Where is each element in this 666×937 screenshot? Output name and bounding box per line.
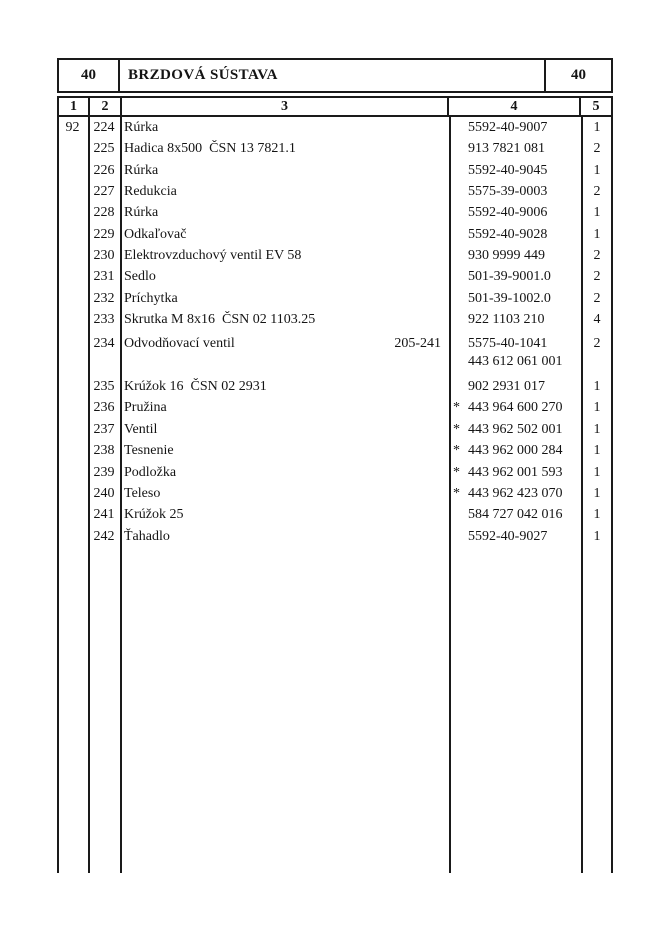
item-number: 230 xyxy=(93,248,115,264)
quantity: 1 xyxy=(593,421,601,437)
part-number: 5592-40-9045 xyxy=(468,162,548,178)
item-number: 227 xyxy=(93,184,115,200)
item-number: 236 xyxy=(93,400,115,416)
item-number: 238 xyxy=(93,443,115,459)
quantity: 1 xyxy=(593,485,601,501)
table-row xyxy=(57,483,613,504)
item-name: Rúrka xyxy=(124,205,159,221)
quantity: 1 xyxy=(593,443,601,459)
part-number: 443 962 423 070 xyxy=(468,485,563,501)
star-marker: * xyxy=(453,421,460,437)
star-marker: * xyxy=(453,400,460,416)
table-row xyxy=(57,330,613,376)
item-number: 228 xyxy=(93,205,115,221)
quantity: 1 xyxy=(593,400,601,416)
quantity: 1 xyxy=(593,226,601,242)
column-header-2: 2 xyxy=(90,98,122,115)
table-row xyxy=(57,138,613,159)
part-number: 5592-40-9028 xyxy=(468,226,548,242)
item-number: 240 xyxy=(93,485,115,501)
table-header xyxy=(57,58,613,93)
star-marker: * xyxy=(453,443,460,459)
part-number: 443 964 600 270 xyxy=(468,400,563,416)
row-line-2 xyxy=(57,353,613,371)
item-name: Krúžok 25 xyxy=(124,507,184,523)
item-number: 239 xyxy=(93,464,115,480)
quantity: 1 xyxy=(593,507,601,523)
item-name: Pružina xyxy=(124,400,167,416)
item-number: 231 xyxy=(93,269,115,285)
table-row xyxy=(57,181,613,202)
quantity: 2 xyxy=(593,184,601,200)
part-number: 501-39-9001.0 xyxy=(468,269,551,285)
quantity: 1 xyxy=(593,205,601,221)
item-name: Krúžok 16 ČSN 02 2931 xyxy=(124,379,267,395)
item-name: Skrutka M 8x16 ČSN 02 1103.25 xyxy=(124,312,316,328)
item-number: 235 xyxy=(93,379,115,395)
table-row xyxy=(57,440,613,461)
quantity: 1 xyxy=(593,120,601,135)
part-number: 922 1103 210 xyxy=(468,312,545,328)
part-number: 5592-40-9006 xyxy=(468,205,548,221)
part-number: 5592-40-9007 xyxy=(468,120,548,135)
table-row xyxy=(57,266,613,287)
quantity: 2 xyxy=(593,290,601,306)
part-number: 443 962 502 001 xyxy=(468,421,563,437)
part-number: 443 962 000 284 xyxy=(468,443,563,459)
column-header-3: 3 xyxy=(122,98,449,115)
item-number: 237 xyxy=(93,421,115,437)
table-row xyxy=(57,419,613,440)
quantity: 2 xyxy=(593,141,601,157)
quantity: 1 xyxy=(593,162,601,178)
group-number: 92 xyxy=(65,120,80,135)
item-name: Rúrka xyxy=(124,120,159,135)
table-row xyxy=(57,117,613,138)
item-name: Hadica 8x500 ČSN 13 7821.1 xyxy=(124,141,296,157)
table-row xyxy=(57,376,613,397)
table-row xyxy=(57,504,613,525)
item-name: Tesnenie xyxy=(124,443,174,459)
column-header-row xyxy=(57,96,613,117)
part-number: 501-39-1002.0 xyxy=(468,290,551,306)
part-number: 443 962 001 593 xyxy=(468,464,563,480)
table-row xyxy=(57,397,613,418)
item-number: 225 xyxy=(93,141,115,157)
item-number: 242 xyxy=(93,528,115,544)
table-row xyxy=(57,526,613,547)
row-line-1 xyxy=(57,335,613,353)
table-body xyxy=(57,117,613,873)
quantity: 1 xyxy=(593,464,601,480)
item-name: Ťahadlo xyxy=(124,528,170,544)
table-row xyxy=(57,245,613,266)
quantity: 1 xyxy=(593,528,601,544)
column-header-4: 4 xyxy=(449,98,581,115)
part-number: 5575-39-0003 xyxy=(468,184,548,200)
item-name: Ventil xyxy=(124,421,158,437)
part-number: 902 2931 017 xyxy=(468,379,545,395)
quantity: 1 xyxy=(593,379,601,395)
table-row xyxy=(57,309,613,330)
item-number: 229 xyxy=(93,226,115,242)
table-rows xyxy=(57,117,613,547)
table-row xyxy=(57,224,613,245)
part-number-line2: 443 612 061 001 xyxy=(468,354,563,370)
table-row xyxy=(57,160,613,181)
quantity: 2 xyxy=(593,248,601,264)
column-header-5: 5 xyxy=(592,98,600,114)
table-row xyxy=(57,288,613,309)
item-name: Sedlo xyxy=(124,269,156,285)
table-row xyxy=(57,202,613,223)
quantity: 2 xyxy=(593,336,601,352)
item-name: Príchytka xyxy=(124,290,178,306)
item-name: Teleso xyxy=(124,485,161,501)
part-number: 5592-40-9027 xyxy=(468,528,548,544)
header-left-code: 40 xyxy=(59,60,120,91)
star-marker: * xyxy=(453,464,460,480)
quantity: 2 xyxy=(593,269,601,285)
item-number: 234 xyxy=(93,336,115,352)
table-row xyxy=(57,462,613,483)
item-number: 233 xyxy=(93,312,115,328)
item-name: Podložka xyxy=(124,464,177,480)
part-number: 584 727 042 016 xyxy=(468,507,563,523)
item-name: Redukcia xyxy=(124,184,177,200)
item-name: Odkaľovač xyxy=(124,226,187,242)
item-name: Odvodňovací ventil xyxy=(124,336,235,352)
page-title: BRZDOVÁ SÚSTAVA xyxy=(120,60,546,91)
header-right-code: 40 xyxy=(571,67,586,83)
star-marker: * xyxy=(453,485,460,501)
item-number: 224 xyxy=(93,120,115,135)
column-header-1: 1 xyxy=(59,98,90,115)
part-number: 930 9999 449 xyxy=(468,248,545,264)
item-number: 226 xyxy=(93,162,115,178)
item-name: Elektrovzduchový ventil EV 58 xyxy=(124,248,302,264)
item-number: 232 xyxy=(93,290,115,306)
item-number: 241 xyxy=(93,507,115,523)
part-number: 5575-40-1041 xyxy=(468,336,548,352)
part-number: 913 7821 081 xyxy=(468,141,545,157)
ref-range: 205-241 xyxy=(394,336,441,352)
item-name: Rúrka xyxy=(124,162,159,178)
quantity: 4 xyxy=(593,312,601,328)
